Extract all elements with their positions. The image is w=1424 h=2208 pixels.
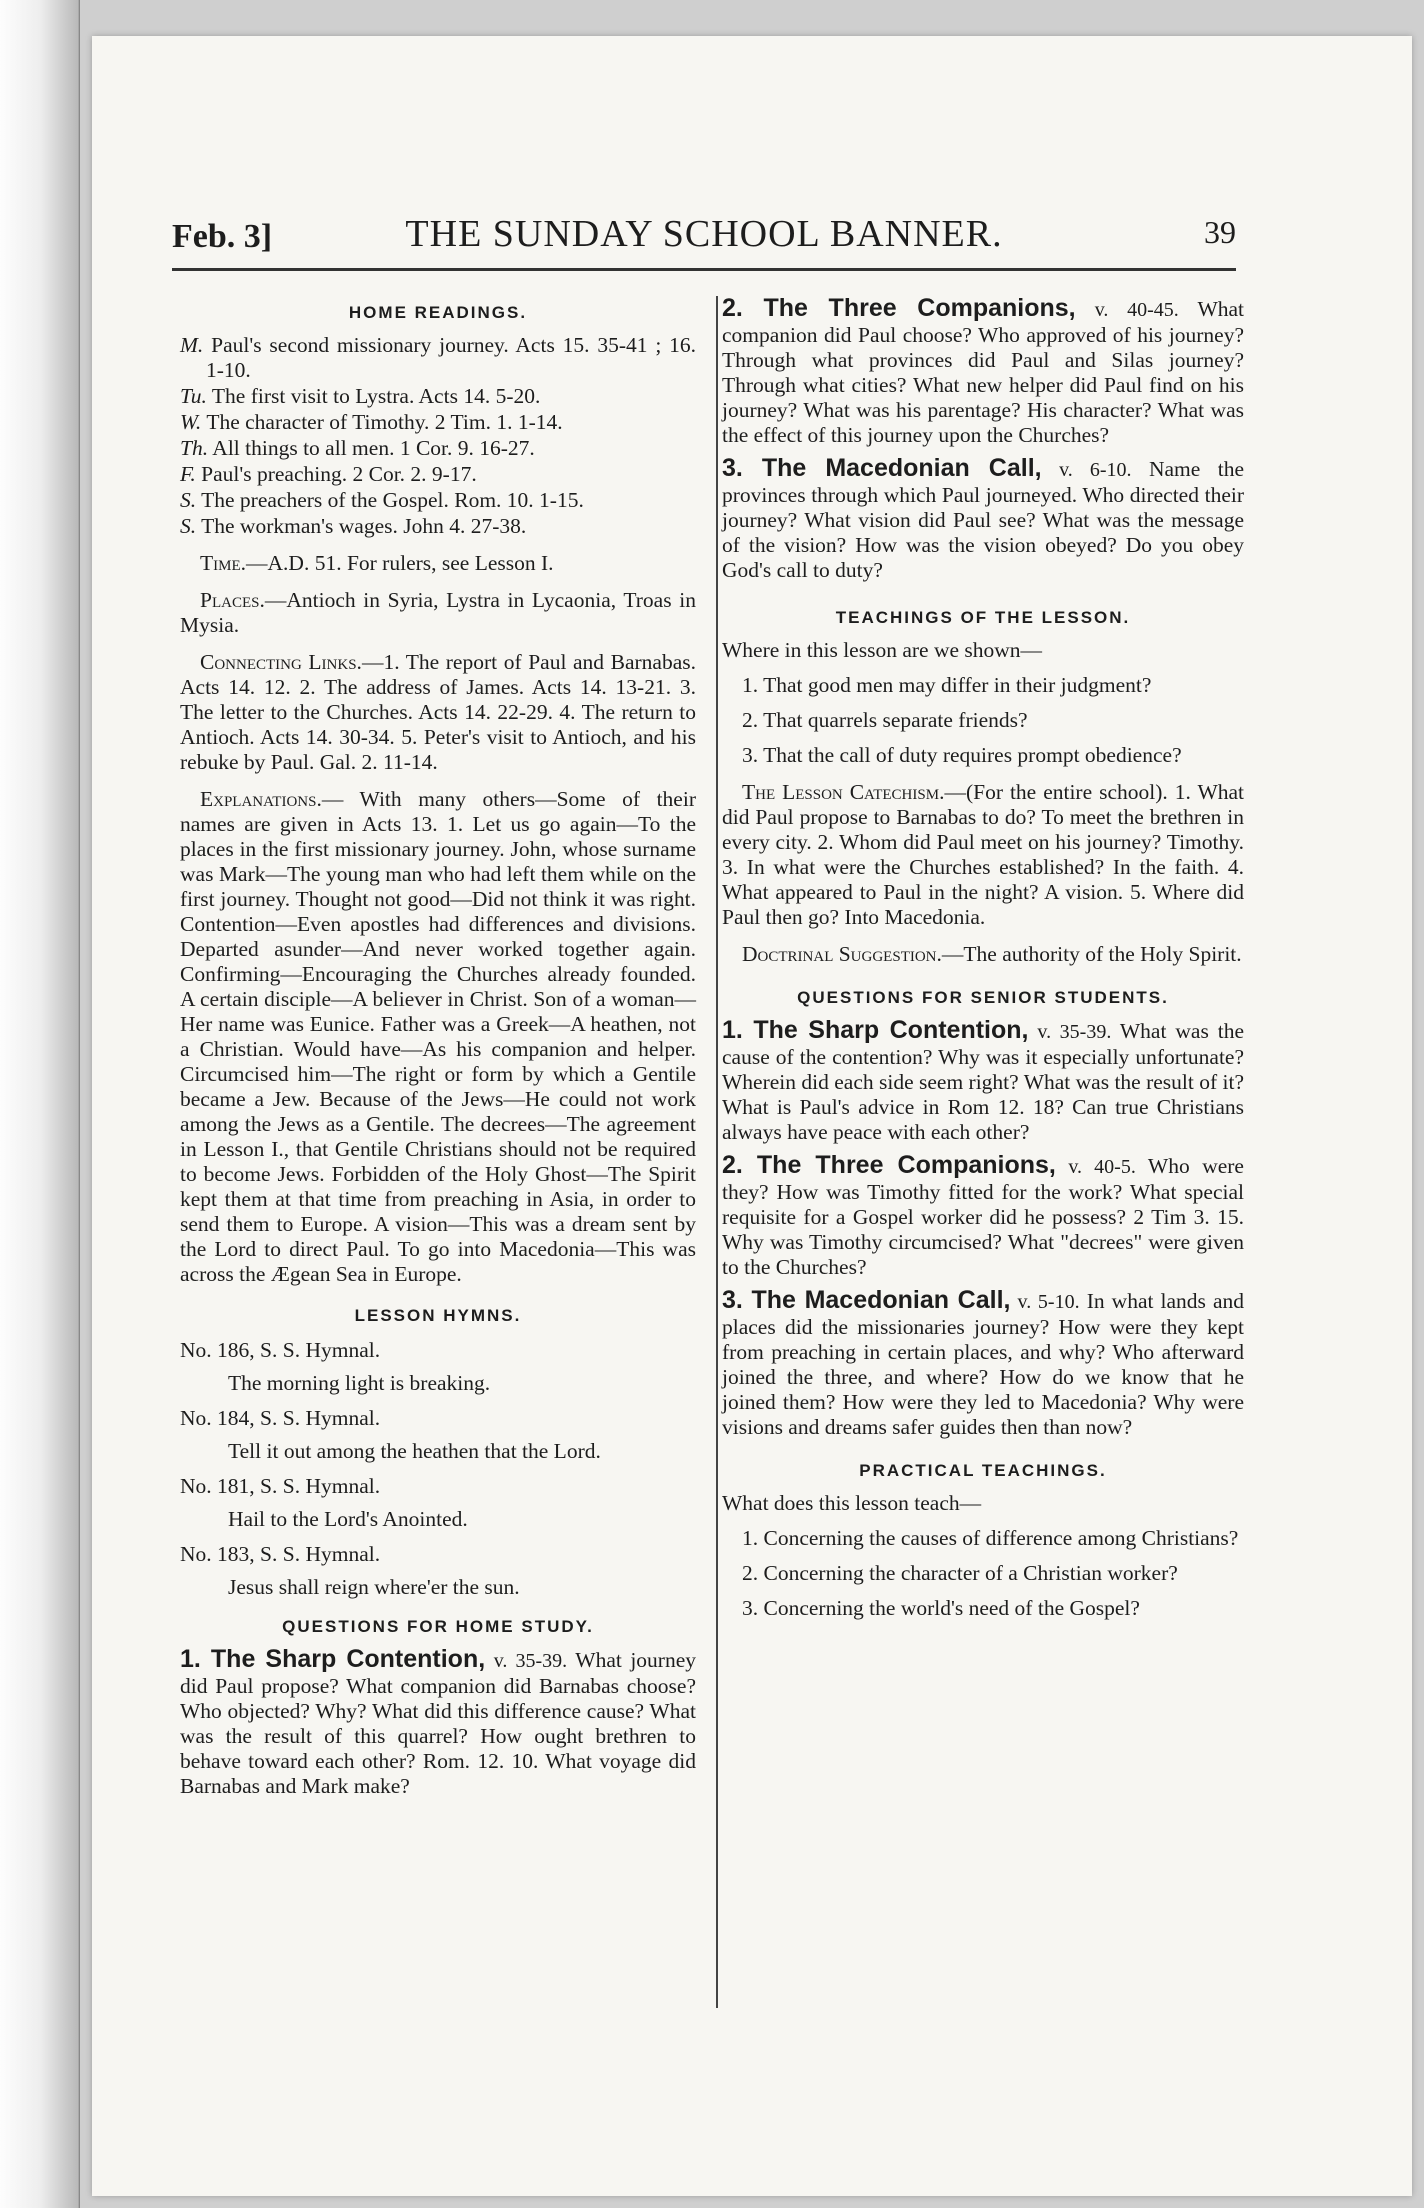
column-divider [716, 296, 718, 2008]
question-block [722, 1153, 1244, 1280]
catechism-label: The Lesson Catechism. [742, 780, 945, 804]
reading-day: S. [180, 514, 197, 538]
teaching-item: 3. That the call of duty requires prompt obedience? [742, 743, 1182, 767]
hymn-title: Tell it out among the heathen that the Lord. [228, 1439, 601, 1463]
question-text: What companion did Paul choose? Who approved of his journey? Through what provinces did Paul and Silas journey? Through what cities? What new helper did Paul find on his journey? What was his parentage? His character? What was the effect of this journey upon the Churches? [722, 297, 1244, 447]
home-readings-heading: HOME READINGS. [348, 303, 528, 322]
places-label: Places. [200, 588, 265, 612]
book-spine-shadow [0, 0, 80, 2208]
reading-day: W. [180, 410, 202, 434]
reading-item [180, 436, 696, 461]
hymn-number: No. 181, S. S. Hymnal. [180, 1474, 381, 1498]
hymn-title: Jesus shall reign where'er the sun. [228, 1575, 520, 1599]
question-block [180, 1647, 696, 1799]
reading-text: The character of Timothy. 2 Tim. 1. 1-14. [206, 410, 563, 434]
reading-day: F. [180, 462, 196, 486]
question-verse: v. 40-5. [1068, 1156, 1136, 1178]
time-text: —A.D. 51. For rulers, see Lesson I. [246, 551, 554, 575]
senior-students-heading: QUESTIONS FOR SENIOR STUDENTS. [797, 988, 1169, 1007]
time-label: Time. [200, 551, 247, 575]
question-block [722, 456, 1244, 583]
question-verse: v. 35-39. [1037, 1021, 1112, 1043]
reading-text: The preachers of the Gospel. Rom. 10. 1-15. [201, 488, 584, 512]
doctrinal-text: —The authority of the Holy Spirit. [941, 942, 1242, 966]
reading-item [180, 488, 696, 513]
teaching-item: 2. That quarrels separate friends? [742, 708, 1028, 732]
question-block [722, 1018, 1244, 1145]
reading-item [180, 384, 696, 409]
reading-day: S. [180, 488, 197, 512]
question-heading: 2. The Three Companions, [722, 294, 1076, 322]
question-verse: v. 5-10. [1017, 1291, 1080, 1313]
reading-item [180, 410, 696, 435]
doctrinal-label: Doctrinal Suggestion. [742, 942, 942, 966]
page-header [172, 212, 1236, 266]
reading-text: Paul's second missionary journey. Acts 15. 35-41 ; 16. 1-10. [206, 333, 696, 382]
explanations-label: Explanations. [200, 787, 322, 811]
time-paragraph [180, 551, 696, 576]
catechism-paragraph [722, 780, 1244, 930]
teachings-heading: TEACHINGS OF THE LESSON. [835, 608, 1131, 627]
question-text: What was the cause of the contention? Why was it especially unfortunate? Wherein did each side seem right? What was the result of it? What is Paul's advice in Rom 12. 18? Can true Christians always have peace with each other? [722, 1019, 1244, 1144]
connecting-links-label: Connecting Links. [200, 650, 362, 674]
question-text: Name the provinces through which Paul journeyed. Who directed their journey? What vision did Paul see? What was the message of the vision? How was the vision obeyed? Do you obey God's call to duty? [722, 457, 1244, 582]
practical-teachings-heading: PRACTICAL TEACHINGS. [859, 1461, 1107, 1480]
page-number: 39 [1204, 214, 1236, 250]
reading-text: All things to all men. 1 Cor. 9. 16-27. [212, 436, 535, 460]
lesson-hymns-heading: LESSON HYMNS. [354, 1306, 522, 1325]
practical-item: 3. Concerning the world's need of the Gospel? [742, 1596, 1140, 1620]
connecting-links-paragraph [180, 650, 696, 775]
hymn-number: No. 186, S. S. Hymnal. [180, 1338, 381, 1362]
reading-day: M. [180, 333, 204, 357]
practical-intro: What does this lesson teach— [722, 1491, 982, 1515]
home-readings-list [180, 333, 696, 539]
header-date: Feb. 3] [172, 218, 273, 255]
hymn-list [180, 1338, 696, 1600]
hymn-title: The morning light is breaking. [228, 1371, 491, 1395]
explanations-text: — With many others—Some of their names are given in Acts 13. 1. Let us go again—To the places in the first missionary journey. John, whose surname was Mark—The young man who had left them while on the first journey. Thought not good—Did not think it was right. Contention—Even apostles had differences and divisions. Departed asunder—And never worked together again. Confirming—Encouraging the Churches already founded. A certain disciple—A believer in Christ. Son of a woman—Her name was Eunice. Father was a Greek—A heathen, not a Christian. Would have—As his companion and helper. Circumcised him—The right or form by which a Gentile became a Jew. Because of the Jews—He could not work among the Jews as a Gentile. The decrees—The agreement in Lesson I., that Gentile Christians should not be required to become Jews. Forbidden of the Holy Ghost—The Spirit kept them at that time from preaching in Asia, in order to send them to Europe. A vision—This was a dream sent by the Lord to direct Paul. To go into Macedonia—This was across the Ægean Sea in Europe. [180, 787, 696, 1286]
places-text: —Antioch in Syria, Lystra in Lycaonia, Troas in Mysia. [180, 588, 696, 637]
question-heading: 3. The Macedonian Call, [722, 1286, 1011, 1314]
reading-item [180, 462, 696, 487]
teachings-intro: Where in this lesson are we shown— [722, 638, 1043, 662]
header-title: THE SUNDAY SCHOOL BANNER. [405, 213, 1003, 255]
doctrinal-paragraph [722, 942, 1244, 967]
connecting-links-text: —1. The report of Paul and Barnabas. Acts 14. 12. 2. The address of James. Acts 14. 13-21. 3. The letter to the Churches. Acts 14. 22-29. 4. The return to Antioch. Acts 14. 30-34. 5. Peter's visit to Antioch, and his rebuke by Paul. Gal. 2. 11-14. [180, 650, 697, 774]
reading-text: Paul's preaching. 2 Cor. 2. 9-17. [201, 462, 477, 486]
teaching-item: 1. That good men may differ in their judgment? [742, 673, 1152, 697]
hymn-number: No. 183, S. S. Hymnal. [180, 1542, 381, 1566]
left-column [180, 296, 696, 1799]
question-heading: 3. The Macedonian Call, [722, 454, 1042, 482]
reading-text: The first visit to Lystra. Acts 14. 5-20. [211, 384, 541, 408]
question-heading: 1. The Sharp Contention, [722, 1016, 1029, 1044]
reading-day: Th. [180, 436, 209, 460]
right-column [722, 296, 1244, 1621]
practical-item: 2. Concerning the character of a Christian worker? [742, 1561, 1178, 1585]
question-block [722, 1288, 1244, 1440]
practical-item: 1. Concerning the causes of difference among Christians? [742, 1526, 1239, 1550]
question-text: In what lands and places did the missionaries journey? How were they kept from preaching in certain places, and why? Who afterward joined the three, and where? How do we know that he joined them? How were they led to Macedonia? Why were visions and dreams safer guides then than now? [722, 1289, 1245, 1439]
explanations-paragraph [180, 787, 696, 1287]
question-text: What journey did Paul propose? What companion did Barnabas choose? Who objected? Why? What did this difference cause? What was the result of this quarrel? How ought brethren to behave toward each other? Rom. 12. 10. What voyage did Barnabas and Mark make? [180, 1648, 697, 1798]
reading-item [180, 333, 696, 383]
question-verse: v. 40-45. [1094, 299, 1179, 321]
question-verse: v. 6-10. [1059, 459, 1132, 481]
catechism-text: —(For the entire school). 1. What did Paul propose to Barnabas to do? To meet the brethren in every city. 2. Whom did Paul meet on his journey? Timothy. 3. In what were the Churches established? In the faith. 4. What appeared to Paul in the night? A vision. 5. Where did Paul then go? Into Macedonia. [722, 780, 1245, 929]
home-study-heading: QUESTIONS FOR HOME STUDY. [282, 1617, 594, 1636]
reading-text: The workman's wages. John 4. 27-38. [201, 514, 527, 538]
question-block [722, 296, 1244, 448]
question-verse: v. 35-39. [493, 1650, 568, 1672]
hymn-number: No. 184, S. S. Hymnal. [180, 1406, 381, 1430]
places-paragraph [180, 588, 696, 638]
question-text: Who were they? How was Timothy fitted for the work? What special requisite for a Gospel worker did he possess? 2 Tim 3. 15. Why was Timothy circumcised? What "decrees" were given to the Churches? [722, 1154, 1244, 1279]
question-heading: 1. The Sharp Contention, [180, 1645, 486, 1673]
reading-day: Tu. [180, 384, 207, 408]
header-rule [172, 268, 1236, 271]
hymn-title: Hail to the Lord's Anointed. [228, 1507, 468, 1531]
reading-item [180, 514, 696, 539]
question-heading: 2. The Three Companions, [722, 1151, 1056, 1179]
